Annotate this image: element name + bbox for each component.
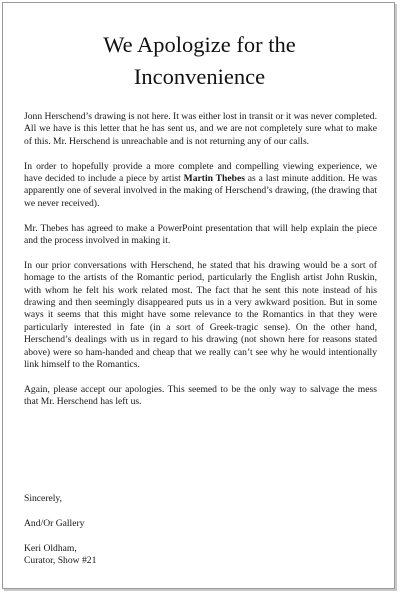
- letter-body: [24, 111, 377, 421]
- letter-closing: [24, 493, 377, 567]
- paragraph-apology: Again, please accept our apologies. This seemed to be the only way to salvage the mess that Mr. Herschend has left us.: [24, 383, 377, 408]
- paragraph-substitute-artist-tail: as a last minute addition. He was apparently one of several involved in the making of Herschend’s drawing, (the drawing that we never received).: [24, 173, 377, 209]
- paragraph-romantics: In our prior conversations with Herschend, he stated that his drawing would be a sort of homage to the artists of the Romantic period, particularly the English artist John Ruskin, with whom he felt his work related most. The fact that he sent this note instead of his drawing and then seemingly disappeared puts us in a very awkward position. But in some ways it seems that this might have some relevance to the Romantics in that they were particularly interested in fate (in a sort of Greek-tragic sense). On the other hand, Herschend’s dealings with us in regard to his drawing (not shown here for reasons stated above) were so ham-handed and cheap that we really can’t see why he would intentionally link himself to the Romantics.: [24, 259, 377, 371]
- letter-page: [2, 2, 395, 589]
- title-line-2: Inconvenience: [133, 64, 266, 89]
- title-line-1: We Apologize for the: [103, 32, 296, 57]
- signer-title: Curator, Show #21: [24, 555, 97, 566]
- paragraph-powerpoint: Mr. Thebes has agreed to make a PowerPoint presentation that will help explain the piece and the process involved in making it.: [24, 222, 377, 247]
- sign-off: Sincerely,: [24, 493, 63, 504]
- page-title: [3, 29, 396, 93]
- paragraph-substitute-artist: [24, 161, 377, 211]
- paragraph-missing-drawing: Jonn Herschend’s drawing is not here. It was either lost in transit or it was never completed. All we have is this letter that he has sent us, and we are not completely sure what to make of this. Mr. Herschend is unreachable and is not returning any of our calls.: [24, 111, 377, 147]
- signer-name: Keri Oldham,: [24, 542, 77, 554]
- artist-name: Martin Thebes: [183, 173, 245, 185]
- gallery-name: And/Or Gallery: [24, 517, 85, 529]
- paragraph-substitute-artist-lead: In order to hopefully provide a more complete and compelling viewing experience, we have decided to include a piece by artist: [24, 160, 377, 185]
